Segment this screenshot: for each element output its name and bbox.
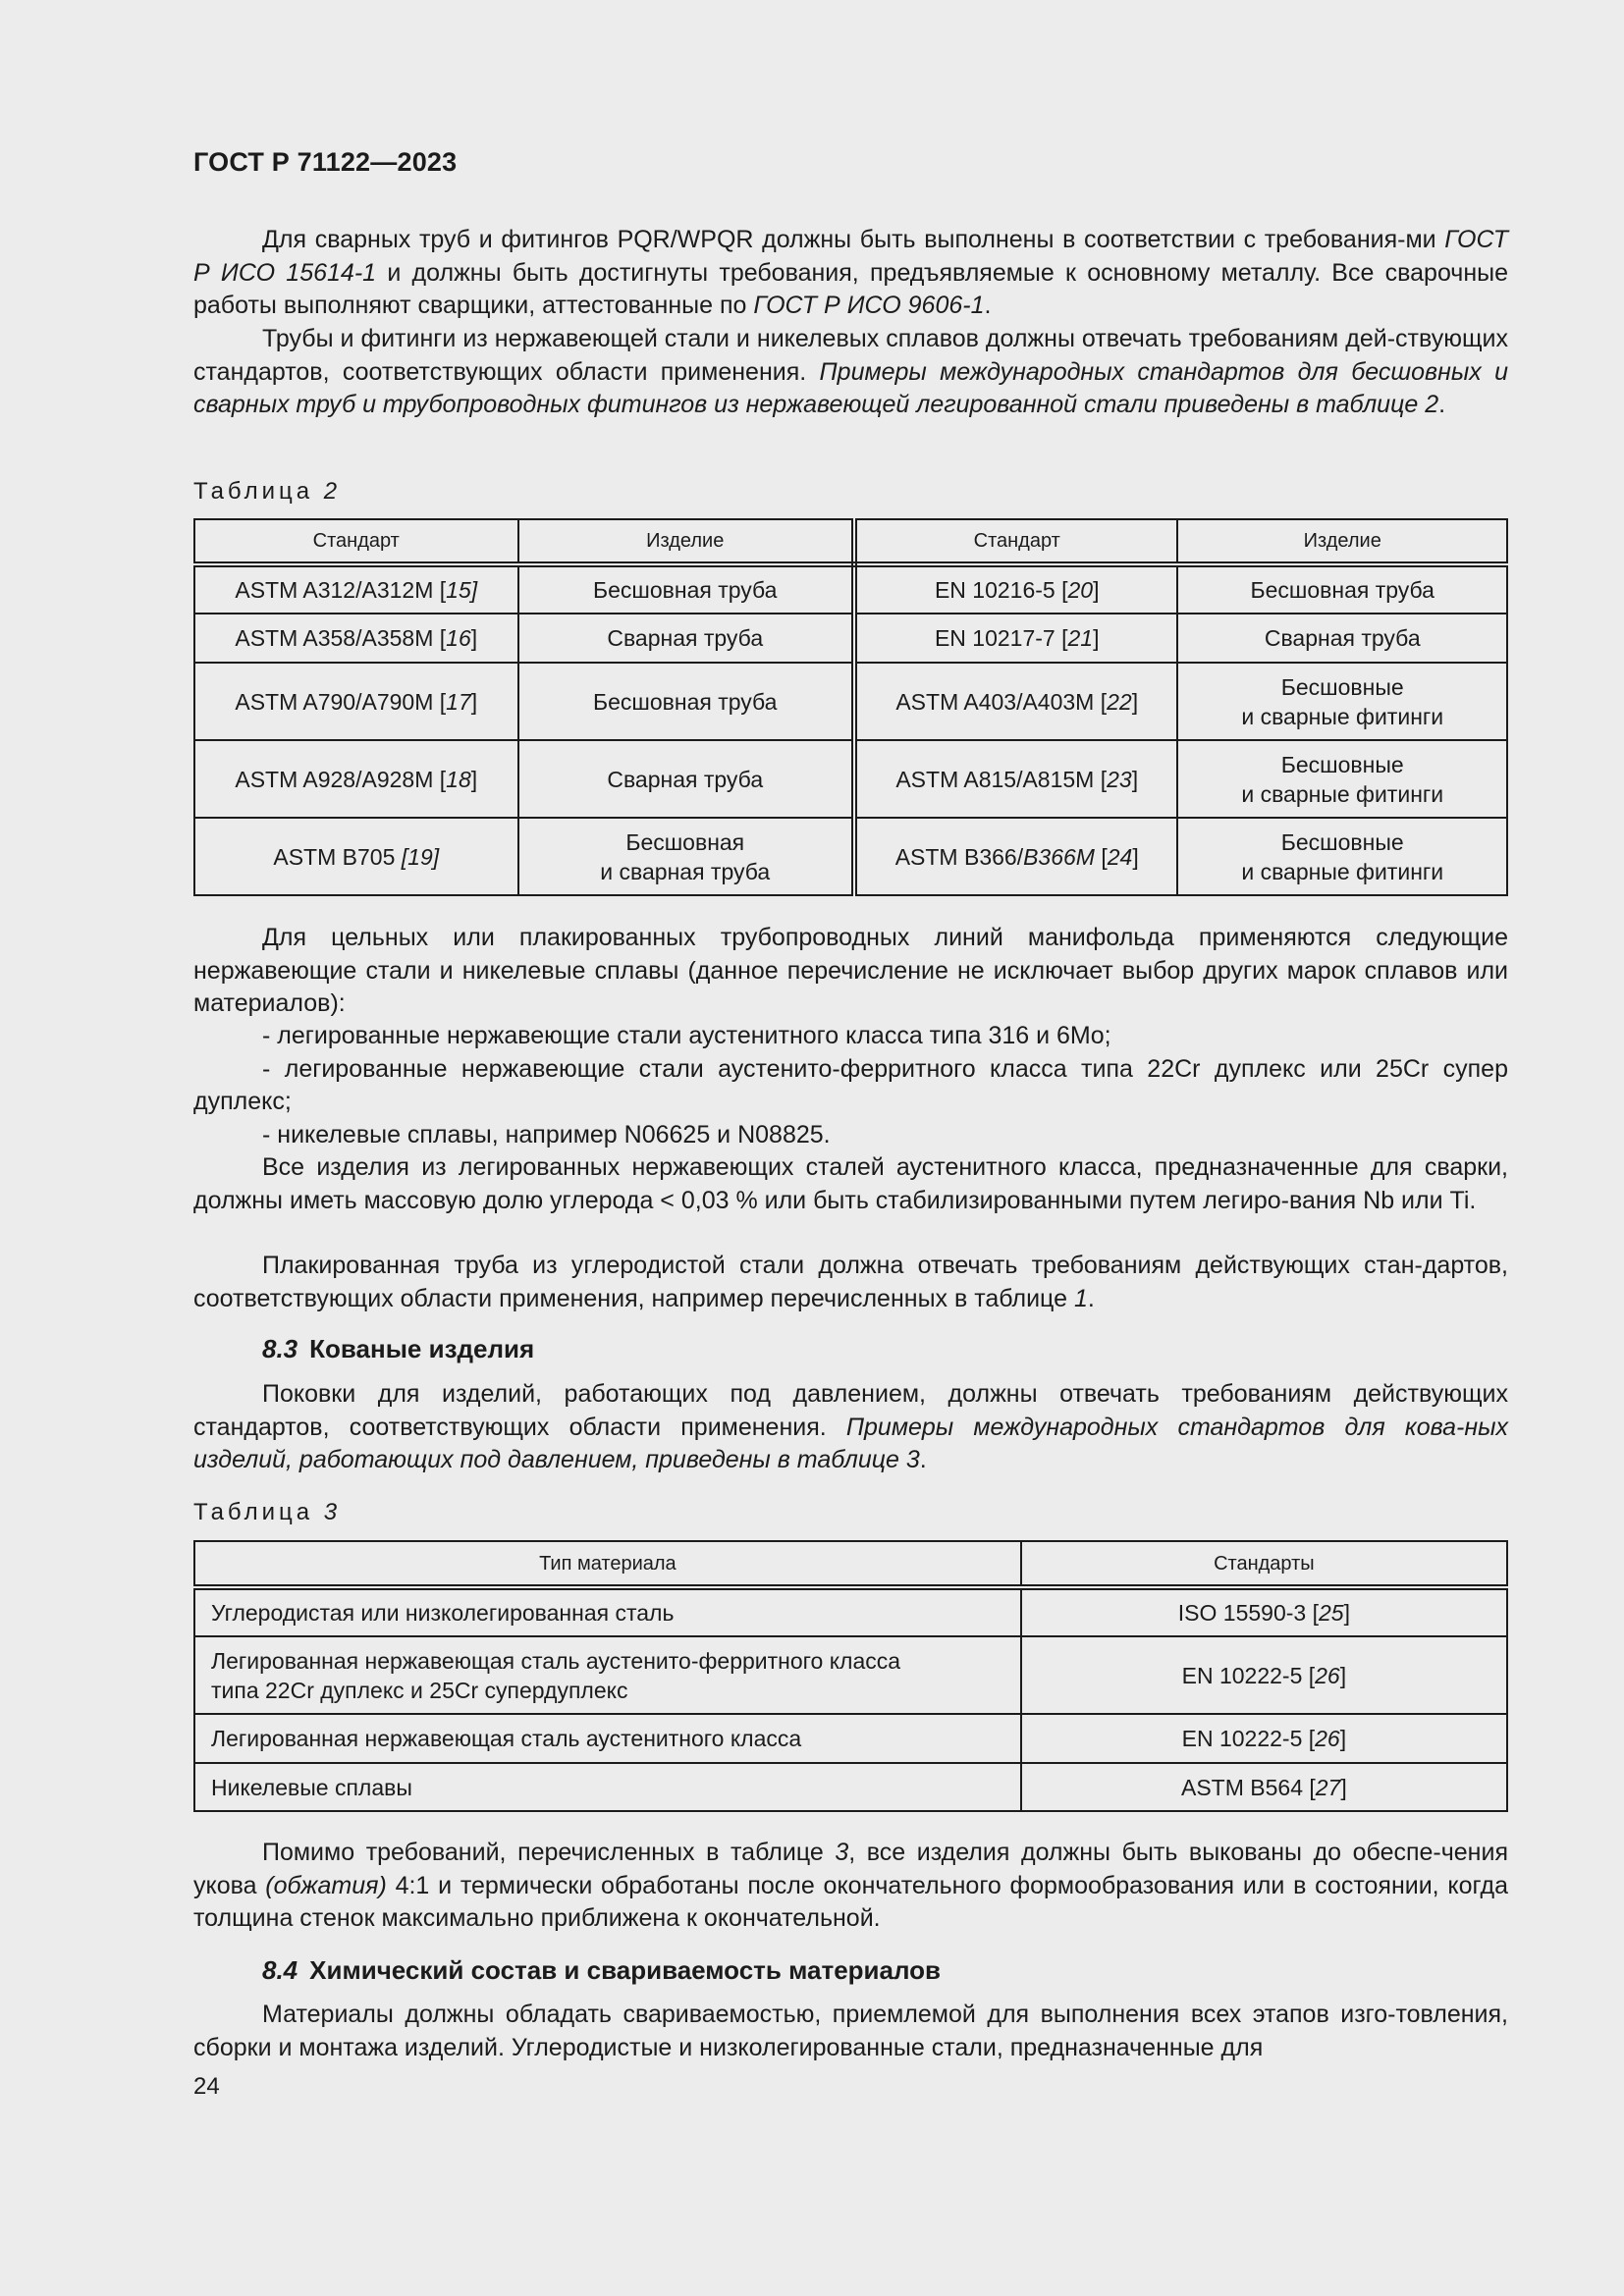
table-cell: Бесшовные и сварные фитинги: [1177, 818, 1507, 895]
table-cell: Бесшовная труба: [518, 564, 854, 614]
table-row: [194, 614, 1507, 663]
table-row: [194, 1636, 1507, 1714]
table-row: [194, 663, 1507, 740]
paragraph-stainless-pipes: Трубы и фитинги из нержавеющей стали и никелевых сплавов должны отвечать требованиям дей-ствующих стандартов, соответствующих области применения. Примеры международных стандартов для бесшовных и сварных труб и трубопроводных фитингов из нержавеющей легированной стали приведены в таблице 2.: [193, 325, 1508, 418]
table-cell: Бесшовные и сварные фитинги: [1177, 740, 1507, 818]
table2: [193, 518, 1508, 896]
table2-header-cell: Изделие: [518, 519, 854, 564]
table-row: [194, 818, 1507, 895]
table-row: [194, 1587, 1507, 1636]
table2-header-row: [194, 519, 1507, 564]
table3: [193, 1540, 1508, 1812]
list-item: - легированные нержавеющие стали аустенитного класса типа 316 и 6Mo;: [262, 1022, 1111, 1049]
table-cell: ASTM A403/A403M [22]: [854, 663, 1178, 740]
table-cell: ASTM A358/A358M [16]: [194, 614, 518, 663]
document-header: ГОСТ Р 71122—2023: [193, 147, 458, 177]
list-item: - никелевые сплавы, например N06625 и N08825.: [262, 1120, 831, 1148]
table-cell: Бесшовная труба: [518, 663, 854, 740]
table2-caption: Таблица 2: [193, 478, 338, 505]
table-cell: Легированная нержавеющая сталь аустенито-ферритного класса типа 22Cr дуплекс и 25Cr супердуплекс: [194, 1636, 1021, 1714]
table-row: [194, 1714, 1507, 1763]
page-number: 24: [193, 2073, 220, 2100]
table3-header-row: [194, 1541, 1507, 1587]
table-row: [194, 740, 1507, 818]
table-cell: ASTM A928/A928M [18]: [194, 740, 518, 818]
list-item: - легированные нержавеющие стали аустенито-ферритного класса типа 22Cr дуплекс или 25Cr супер дуплекс;: [193, 1054, 1508, 1115]
section-8-3-heading: 8.3 Кованые изделия: [262, 1334, 535, 1363]
table-cell: ISO 15590-3 [25]: [1021, 1587, 1507, 1636]
paragraph-forging-ratio: Помимо требований, перечисленных в таблице 3, все изделия должны быть выкованы до обеспе-чения укова (обжатия) 4:1 и термически обработаны после окончательного формообразования или в состоянии, когда толщина стенок максимально приближена к окончательной.: [193, 1839, 1508, 1932]
paragraph-manifold: Для цельных или плакированных трубопроводных линий манифольда применяются следующие нержавеющие стали и никелевые сплавы (данное перечисление не исключает выбор других марок сплавов или материалов):: [193, 924, 1508, 1017]
table-cell: Сварная труба: [518, 740, 854, 818]
table3-header-cell: Тип материала: [194, 1541, 1021, 1587]
table-cell: Сварная труба: [518, 614, 854, 663]
section-8-4-heading: 8.4 Химический состав и свариваемость материалов: [262, 1955, 942, 1985]
table-cell: EN 10222-5 [26]: [1021, 1636, 1507, 1714]
table2-header-cell: Стандарт: [854, 519, 1178, 564]
table-row: [194, 564, 1507, 614]
paragraph-carbon-content: Все изделия из легированных нержавеющих сталей аустенитного класса, предназначенные для сварки, должны иметь массовую долю углерода < 0,03 % или быть стабилизированными путем легиро-вания Nb или Ti.: [193, 1153, 1508, 1214]
table-cell: Легированная нержавеющая сталь аустенитного класса: [194, 1714, 1021, 1763]
table-cell: EN 10222-5 [26]: [1021, 1714, 1507, 1763]
paragraph-forgings: Поковки для изделий, работающих под давлением, должны отвечать требованиям действующих стандартов, соответствующих области применения. Примеры международных стандартов для кова-ных изделий, работающих под давлением, приведены в таблице 3.: [193, 1380, 1508, 1473]
table-cell: ASTM B705 [19]: [194, 818, 518, 895]
table-cell: ASTM A815/A815M [23]: [854, 740, 1178, 818]
table-cell: ASTM B366/B366M [24]: [854, 818, 1178, 895]
steel-list: [193, 1020, 1508, 1151]
table-cell: ASTM A790/A790M [17]: [194, 663, 518, 740]
table-row: [194, 1763, 1507, 1811]
table-cell: Сварная труба: [1177, 614, 1507, 663]
table-cell: Бесшовная труба: [1177, 564, 1507, 614]
table-cell: EN 10217-7 [21]: [854, 614, 1178, 663]
table-cell: Бесшовные и сварные фитинги: [1177, 663, 1507, 740]
table-cell: EN 10216-5 [20]: [854, 564, 1178, 614]
table2-header-cell: Стандарт: [194, 519, 518, 564]
table-cell: ASTM B564 [27]: [1021, 1763, 1507, 1811]
table-cell: ASTM A312/A312M [15]: [194, 564, 518, 614]
paragraph-welded-pipes: Для сварных труб и фитингов PQR/WPQR должны быть выполнены в соответствии с требования-ми ГОСТ Р ИСО 15614-1 и должны быть достигнуты требования, предъявляемые к основному металлу. Все сварочные работы выполняют сварщики, аттестованные по ГОСТ Р ИСО 9606-1.: [193, 226, 1509, 319]
table3-caption: Таблица 3: [193, 1499, 338, 1525]
table2-header-cell: Изделие: [1177, 519, 1507, 564]
paragraph-weldability: Материалы должны обладать свариваемостью, приемлемой для выполнения всех этапов изго-товления, сборки и монтажа изделий. Углеродистые и низколегированные стали, предназначенные для: [193, 2001, 1508, 2061]
table-cell: Углеродистая или низколегированная сталь: [194, 1587, 1021, 1636]
table3-header-cell: Стандарты: [1021, 1541, 1507, 1587]
table-cell: Бесшовная и сварная труба: [518, 818, 854, 895]
paragraph-clad-pipe: Плакированная труба из углеродистой стали должна отвечать требованиям действующих стан-дартов, соответствующих области применения, например перечисленных в таблице 1.: [193, 1252, 1508, 1312]
table-cell: Никелевые сплавы: [194, 1763, 1021, 1811]
